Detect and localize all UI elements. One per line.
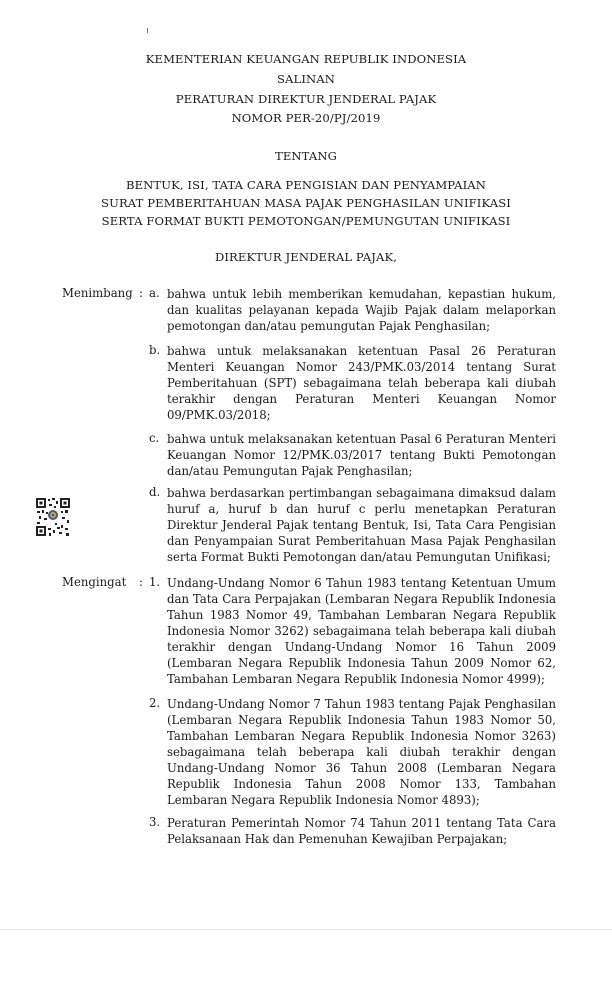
qr-code-icon xyxy=(35,497,71,537)
subject-line-1: BENTUK, ISI, TATA CARA PENGISIAN DAN PENYAMPAIAN xyxy=(125,178,487,192)
mengingat-marker-3: 3. xyxy=(149,815,161,829)
mengingat-item-3: Peraturan Pemerintah Nomor 74 Tahun 2011 tentang Tata Cara Pelaksanaan Hak dan Pemenuhan Kewajiban Perpajakan; xyxy=(167,816,556,846)
subject-line-3: SERTA FORMAT BUKTI PEMOTONGAN/PEMUNGUTAN UNIFIKASI xyxy=(101,214,511,228)
menimbang-marker-d: d. xyxy=(149,485,161,499)
menimbang-item-c: bahwa untuk melaksanakan ketentuan Pasal 6 Peraturan Menteri Keuangan Nomor 12/PMK.03/2017 tentang Bukti Pemotongan dan/atau Pemungutan Pajak Penghasilan; xyxy=(167,432,556,478)
copy-label: SALINAN xyxy=(277,72,335,86)
mengingat-marker-2: 2. xyxy=(149,696,161,710)
about-label: TENTANG xyxy=(275,149,337,163)
subject-line-2: SURAT PEMBERITAHUAN MASA PAJAK PENGHASILAN UNIFIKASI xyxy=(101,196,511,210)
menimbang-marker-a: a. xyxy=(149,286,160,300)
mengingat-colon: : xyxy=(139,575,143,589)
menimbang-item-a: bahwa untuk lebih memberikan kemudahan, kepastian hukum, dan kualitas pelayanan kepada Wajib Pajak dalam melaporkan pemotongan dan/atau pemungutan Pajak Penghasilan; xyxy=(167,287,556,333)
regulation-number: NOMOR PER-20/PJ/2019 xyxy=(231,111,381,125)
page-divider xyxy=(0,929,612,930)
ministry-title: KEMENTERIAN KEUANGAN REPUBLIK INDONESIA xyxy=(145,52,467,66)
scan-mark xyxy=(147,28,148,33)
menimbang-item-d: bahwa berdasarkan pertimbangan sebagaimana dimaksud dalam huruf a, huruf b dan huruf c perlu menetapkan Peraturan Direktur Jenderal Pajak tentang Bentuk, Isi, Tata Cara Pengisian dan Penyampaian Surat Pemberitahuan Masa Pajak Penghasilan serta Format Bukti Pemotongan dan/atau Pemungutan Unifikasi; xyxy=(167,486,556,564)
menimbang-marker-b: b. xyxy=(149,343,161,357)
menimbang-marker-c: c. xyxy=(149,431,160,445)
mengingat-label: Mengingat xyxy=(62,575,127,589)
mengingat-item-1: Undang-Undang Nomor 6 Tahun 1983 tentang Ketentuan Umum dan Tata Cara Perpajakan (Lembaran Negara Republik Indonesia Tahun 1983 Nomor 49, Tambahan Lembaran Negara Republik Indonesia Nomor 3262) sebagaimana telah beberapa kali diubah terakhir dengan Undang-Undang Nomor 16 Tahun 2009 (Lembaran Negara Republik Indonesia Tahun 2009 Nomor 62, Tambahan Lembaran Negara Republik Indonesia Nomor 4999); xyxy=(167,576,556,686)
issuer: DIREKTUR JENDERAL PAJAK, xyxy=(214,250,398,264)
mengingat-item-2: Undang-Undang Nomor 7 Tahun 1983 tentang Pajak Penghasilan (Lembaran Negara Republik Indonesia Tahun 1983 Nomor 50, Tambahan Lembaran Negara Republik Indonesia Nomor 3263) sebagaimana telah beberapa kali diubah terakhir dengan Undang-Undang Nomor 36 Tahun 2008 (Lembaran Negara Republik Indonesia Tahun 2008 Nomor 133, Tambahan Lembaran Negara Republik Indonesia Nomor 4893); xyxy=(167,697,556,807)
menimbang-item-b: bahwa untuk melaksanakan ketentuan Pasal 26 Peraturan Menteri Keuangan Nomor 243/PMK.03/2014 tentang Surat Pemberitahuan (SPT) sebagaimana telah beberapa kali diubah terakhir dengan Peraturan Menteri Keuangan Nomor 09/PMK.03/2018; xyxy=(167,344,556,422)
menimbang-colon: : xyxy=(139,286,143,300)
menimbang-label: Menimbang xyxy=(62,286,133,300)
regulation-type: PERATURAN DIREKTUR JENDERAL PAJAK xyxy=(175,92,437,106)
mengingat-marker-1: 1. xyxy=(149,575,161,589)
